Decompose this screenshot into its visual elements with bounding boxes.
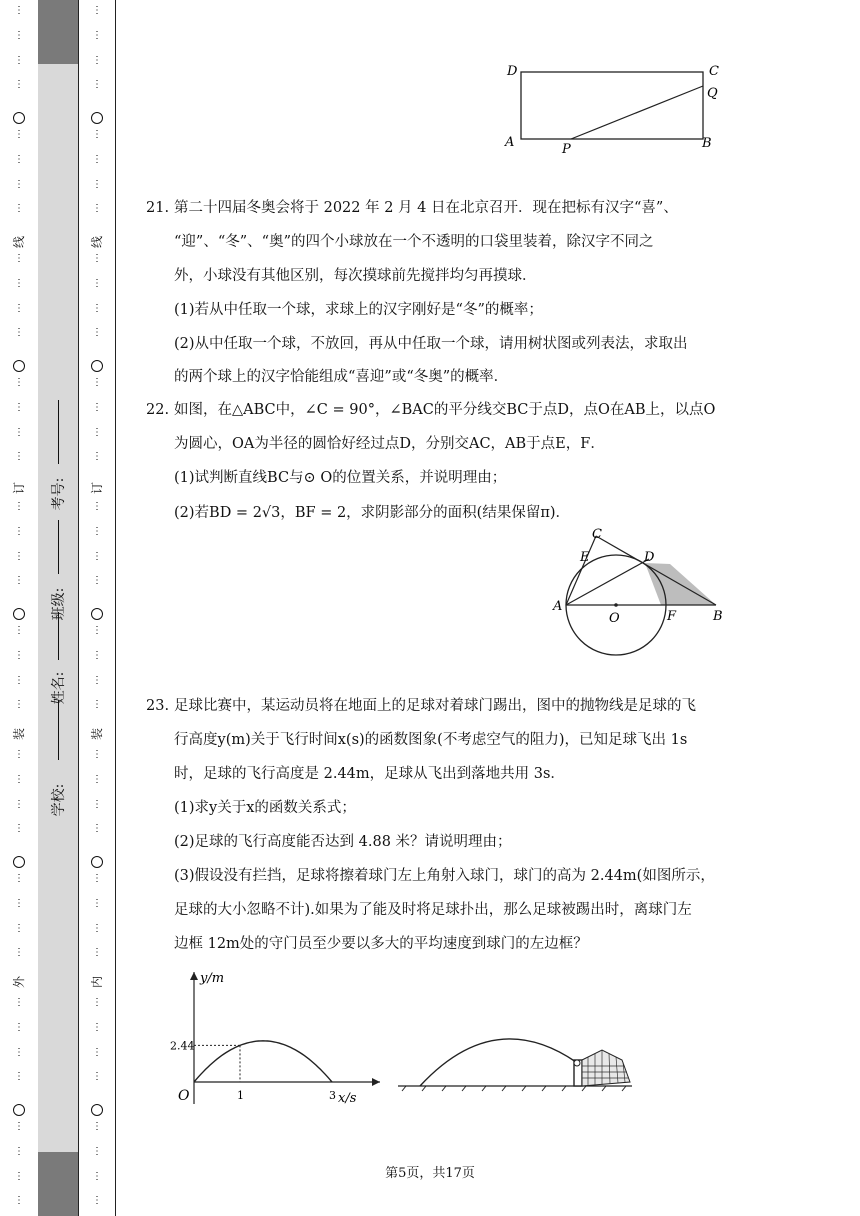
inner-mark-2: 订 xyxy=(90,482,104,495)
binding-dots: ⋮ xyxy=(92,897,102,909)
binding-dots: ⋮ xyxy=(14,501,24,512)
binding-dots: ⋮ xyxy=(92,401,102,413)
binding-dots: ⋮ xyxy=(92,129,102,140)
binding-dots: ⋮ xyxy=(14,302,24,314)
binding-dots: ⋮ xyxy=(92,625,102,636)
x-tick-label-3: 3 xyxy=(329,1089,336,1102)
label-b: B xyxy=(702,136,712,151)
binding-dots: ⋮ xyxy=(92,253,102,264)
class-label: 班级: xyxy=(51,587,67,621)
binding-dots: ⋮ xyxy=(14,749,24,760)
ball xyxy=(574,1060,580,1066)
binding-dots: ⋮ xyxy=(92,1145,102,1157)
binding-dots: ⋮ xyxy=(92,997,102,1008)
binding-dots: ⋮ xyxy=(14,1121,24,1132)
q23-part-3-line-1: (3)假设没有拦挡，足球将擦着球门左上角射入球门，球门的高为 2.44m(如图所示， xyxy=(174,868,715,884)
binding-dots: ⋮ xyxy=(14,922,24,934)
inner-mark-3: 线 xyxy=(90,236,104,249)
label-e: E xyxy=(580,550,590,565)
binding-dots: ⋮ xyxy=(14,54,24,66)
inner-hole-4 xyxy=(91,1104,103,1116)
binding-dots: ⋮ xyxy=(14,253,24,264)
binding-dots: ⋮ xyxy=(92,1071,102,1083)
label-f: F xyxy=(667,609,677,624)
binding-dots: ⋮ xyxy=(14,947,24,959)
rectangle-abcd xyxy=(521,72,703,139)
y-tick-label: 2.44 xyxy=(170,1039,195,1053)
binding-dots: ⋮ xyxy=(92,699,102,711)
q21-line-1: 第二十四届冬奥会将于 2022 年 2 月 4 日在北京召开．现在把标有汉字“喜”、 xyxy=(174,200,678,216)
q21-part-2-line-2: 的两个球上的汉字恰能组成“喜迎”或“冬奥”的概率． xyxy=(174,369,509,385)
binding-dots: ⋮ xyxy=(92,947,102,959)
binding-dots: ⋮ xyxy=(14,873,24,884)
q21-line-3: 外，小球没有其他区别，每次摸球前先搅拌均匀再摸球． xyxy=(174,268,537,284)
binding-dots: ⋮ xyxy=(92,302,102,314)
origin-label: O xyxy=(178,1088,190,1104)
binding-dots: ⋮ xyxy=(14,798,24,810)
binding-dots: ⋮ xyxy=(92,54,102,66)
exam-no-label: 考号: xyxy=(51,477,67,511)
q23-part-3-line-2: 足球的大小忽略不计).如果为了能及时将足球扑出，那么足球被踢出时，离球门左 xyxy=(174,902,692,918)
parabola-graph xyxy=(166,966,386,1108)
binding-dots: ⋮ xyxy=(14,451,24,463)
q23-line-1: 足球比赛中，某运动员将在地面上的足球对着球门踢出，图中的抛物线是足球的飞 xyxy=(174,698,696,714)
binding-dots: ⋮ xyxy=(14,1046,24,1058)
q23-line-3: 时，足球的飞行高度是 2.44m，足球从飞出到落地共用 3s． xyxy=(174,766,565,782)
binding-dots: ⋮ xyxy=(92,29,102,41)
binding-dots: ⋮ xyxy=(14,203,24,215)
segment-pq xyxy=(571,86,703,139)
y-axis-label: y/m xyxy=(200,971,225,986)
label-b: B xyxy=(713,609,723,624)
outer-mark-3: 线 xyxy=(12,236,26,249)
label-a: A xyxy=(553,599,563,614)
outer-hole-1 xyxy=(13,360,25,372)
q22-line-1: 如图，在△ABC中，∠C = 90°，∠BAC的平分线交BC于点D，点O在AB上，以点O xyxy=(174,402,716,418)
inner-mark-0: 内 xyxy=(90,976,104,989)
binding-dots: ⋮ xyxy=(14,649,24,661)
school-blank xyxy=(58,700,59,760)
student-info-strip xyxy=(38,0,79,1216)
binding-dots: ⋮ xyxy=(92,79,102,91)
parabola-curve xyxy=(194,1041,332,1082)
binding-dots: ⋮ xyxy=(14,823,24,835)
q23-line-2: 行高度y(m)关于飞行时间x(s)的函数图象(不考虑空气的阻力)，已知足球飞出 1s xyxy=(174,732,688,748)
binding-dots: ⋮ xyxy=(92,1170,102,1182)
binding-dots: ⋮ xyxy=(92,550,102,562)
binding-dots: ⋮ xyxy=(92,451,102,463)
segment-cb xyxy=(596,536,716,605)
binding-dots: ⋮ xyxy=(14,997,24,1008)
binding-dots: ⋮ xyxy=(92,525,102,537)
q23-part-2: (2)足球的飞行高度能否达到 4.88 米？请说明理由； xyxy=(174,834,512,850)
binding-dots: ⋮ xyxy=(92,203,102,215)
ball-trajectory xyxy=(420,1039,576,1086)
binding-dots: ⋮ xyxy=(92,277,102,289)
label-q: Q xyxy=(707,86,718,101)
school-label: 学校: xyxy=(51,783,67,817)
binding-dots: ⋮ xyxy=(92,1046,102,1058)
q22-line-2: 为圆心，OA为半径的圆恰好经过点D，分别交AC，AB于点E，F． xyxy=(174,436,605,452)
outer-hole-3 xyxy=(13,856,25,868)
binding-dots: ⋮ xyxy=(14,1021,24,1033)
question-number: 23. xyxy=(146,698,170,714)
strip-dark-block-top xyxy=(38,0,78,64)
binding-dots: ⋮ xyxy=(14,575,24,587)
binding-dots: ⋮ xyxy=(14,1071,24,1083)
q23-part-3-line-3: 边框 12m处的守门员至少要以多大的平均速度到球门的左边框？ xyxy=(174,936,588,952)
rectangle-figure xyxy=(496,58,726,158)
binding-dots: ⋮ xyxy=(92,873,102,884)
binding-dots: ⋮ xyxy=(92,1021,102,1033)
binding-dots: ⋮ xyxy=(92,5,102,16)
inner-mark-1: 装 xyxy=(90,728,104,741)
center-point xyxy=(614,603,618,607)
binding-dots: ⋮ xyxy=(14,178,24,190)
q21-part-2-line-1: (2)从中任取一个球，不放回，再从中任取一个球，请用树状图或列表法，求取出 xyxy=(174,336,688,352)
goal-figure xyxy=(396,1020,636,1092)
binding-dots: ⋮ xyxy=(14,550,24,562)
y-axis-arrow xyxy=(190,972,198,980)
inner-hole-1 xyxy=(91,360,103,372)
q22-part-2: (2)若BD = 2√3，BF = 2，求阴影部分的面积(结果保留π)． xyxy=(174,505,571,521)
binding-dots: ⋮ xyxy=(14,1170,24,1182)
question-number: 22. xyxy=(146,402,170,418)
binding-dots: ⋮ xyxy=(14,897,24,909)
outer-mark-1: 装 xyxy=(12,728,26,741)
binding-dots: ⋮ xyxy=(92,153,102,165)
binding-dots: ⋮ xyxy=(14,327,24,339)
binding-dots: ⋮ xyxy=(92,674,102,686)
binding-dots: ⋮ xyxy=(92,327,102,339)
q21-line-2: “迎”、“冬”、“奥”的四个小球放在一个不透明的口袋里装着，除汉字不同之 xyxy=(174,234,654,250)
binding-dots: ⋮ xyxy=(14,426,24,438)
binding-dots: ⋮ xyxy=(14,129,24,140)
label-d: D xyxy=(644,550,655,565)
binding-dots: ⋮ xyxy=(14,79,24,91)
binding-dots: ⋮ xyxy=(92,426,102,438)
binding-dots: ⋮ xyxy=(92,773,102,785)
inner-hole-2 xyxy=(91,608,103,620)
x-axis-label: x/s xyxy=(338,1091,357,1106)
binding-dots: ⋮ xyxy=(92,823,102,835)
circle-figure xyxy=(550,520,730,665)
binding-dots: ⋮ xyxy=(14,277,24,289)
outer-hole-4 xyxy=(13,1104,25,1116)
binding-dots: ⋮ xyxy=(92,501,102,512)
binding-dots: ⋮ xyxy=(14,401,24,413)
binding-dots: ⋮ xyxy=(14,153,24,165)
binding-dots: ⋮ xyxy=(92,178,102,190)
binding-dots: ⋮ xyxy=(14,5,24,16)
outer-mark-0: 外 xyxy=(12,976,26,989)
binding-dots: ⋮ xyxy=(92,649,102,661)
page-footer: 第5页，共17页 xyxy=(385,1166,475,1181)
label-o: O xyxy=(609,611,620,626)
question-number: 21. xyxy=(146,200,170,216)
name-label: 姓名: xyxy=(51,671,67,705)
label-c: C xyxy=(592,527,602,542)
binding-dots: ⋮ xyxy=(14,625,24,636)
goal-net xyxy=(574,1050,630,1086)
inner-binding-strip xyxy=(79,0,116,1216)
binding-dots: ⋮ xyxy=(92,922,102,934)
binding-dots: ⋮ xyxy=(92,1195,102,1207)
binding-dots: ⋮ xyxy=(92,798,102,810)
q23-part-1: (1)求y关于x的函数关系式； xyxy=(174,800,356,816)
binding-dots: ⋮ xyxy=(14,674,24,686)
x-tick-label-1: 1 xyxy=(237,1089,244,1102)
binding-dots: ⋮ xyxy=(14,1145,24,1157)
binding-dots: ⋮ xyxy=(14,1195,24,1207)
segment-ad xyxy=(566,559,649,605)
label-c: C xyxy=(709,64,719,79)
binding-dots: ⋮ xyxy=(92,575,102,587)
inner-hole-0 xyxy=(91,112,103,124)
outer-binding-strip xyxy=(0,0,39,1216)
q22-part-1: (1)试判断直线BC与⊙ O的位置关系，并说明理由； xyxy=(174,470,507,486)
outer-mark-2: 订 xyxy=(12,482,26,495)
label-p: P xyxy=(562,142,571,157)
ground-hatching xyxy=(402,1086,626,1091)
binding-dots: ⋮ xyxy=(14,29,24,41)
binding-dots: ⋮ xyxy=(14,773,24,785)
binding-dots: ⋮ xyxy=(92,1121,102,1132)
binding-dots: ⋮ xyxy=(14,699,24,711)
binding-dots: ⋮ xyxy=(14,377,24,388)
label-d: D xyxy=(507,64,518,79)
x-axis-arrow xyxy=(372,1078,380,1086)
outer-hole-0 xyxy=(13,112,25,124)
binding-dots: ⋮ xyxy=(92,749,102,760)
binding-dots: ⋮ xyxy=(92,377,102,388)
binding-dots: ⋮ xyxy=(14,525,24,537)
q21-part-1: (1)若从中任取一个球，求球上的汉字刚好是“冬”的概率； xyxy=(174,302,543,318)
class-blank xyxy=(58,520,59,574)
outer-hole-2 xyxy=(13,608,25,620)
label-a: A xyxy=(505,135,515,150)
exam-no-blank xyxy=(58,400,59,464)
inner-hole-3 xyxy=(91,856,103,868)
segment-ac xyxy=(566,536,596,605)
